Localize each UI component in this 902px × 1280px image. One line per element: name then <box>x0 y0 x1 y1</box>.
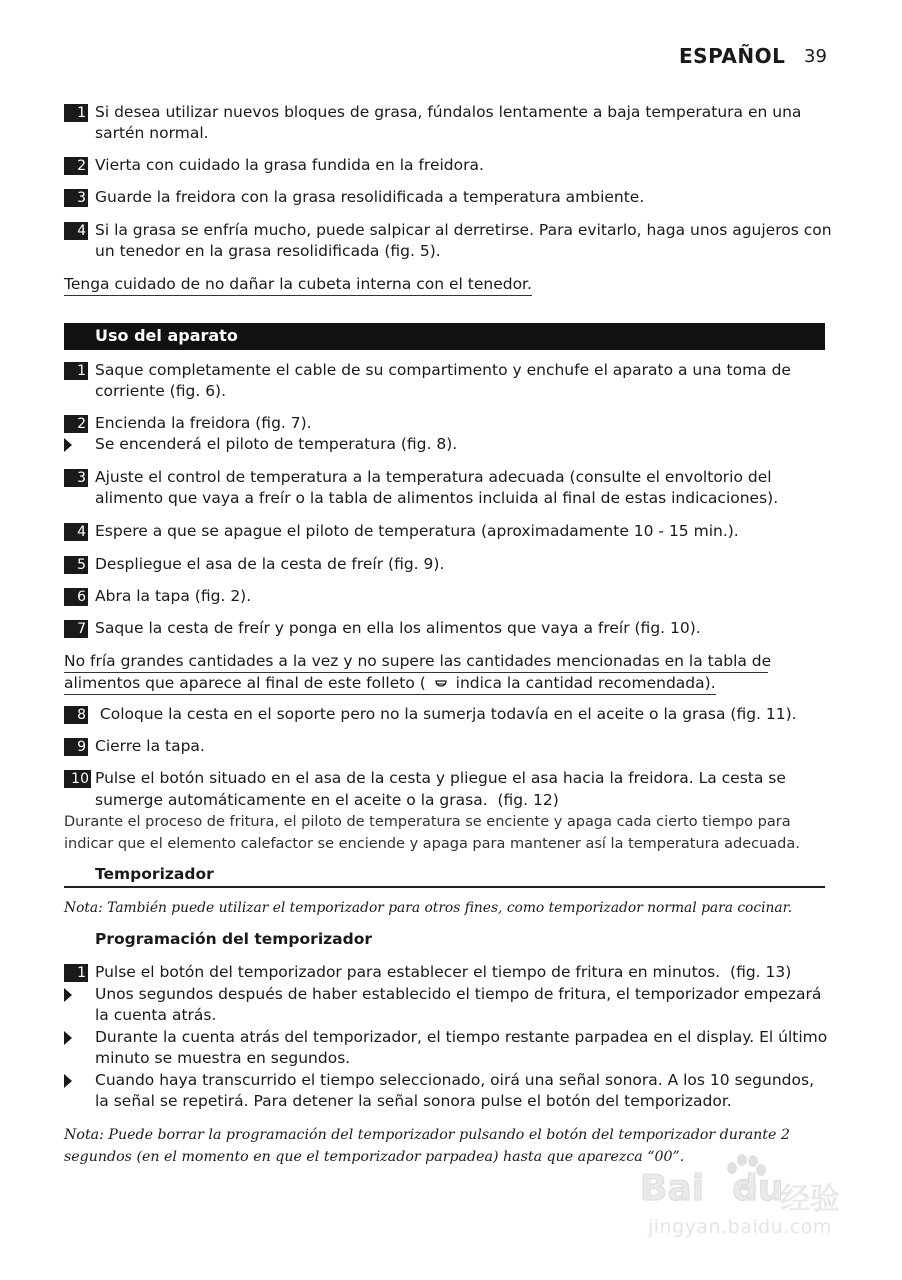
step-number: 7 <box>64 620 88 638</box>
step-text: Despliegue el asa de la cesta de freír (fig. 9). <box>95 555 445 573</box>
step-text: alimento que vaya a freír o la tabla de alimentos incluida al final de estas indicaciones). <box>95 489 779 507</box>
timer-title: Temporizador <box>95 865 214 883</box>
step-number: 1 <box>64 964 88 982</box>
step-number: 1 <box>64 362 88 380</box>
step-number: 10 <box>64 770 91 788</box>
step-number: 1 <box>64 104 88 122</box>
step-number: 3 <box>64 189 88 207</box>
step-text: Pulse el botón del temporizador para establecer el tiempo de fritura en minutos. (fig. 13) <box>95 963 792 981</box>
step-number: 4 <box>64 222 88 240</box>
bullet-text: la cuenta atrás. <box>95 1006 217 1024</box>
watermark-brand2: du <box>732 1168 784 1209</box>
page-number: 39 <box>804 46 827 67</box>
final-note: Nota: Puede borrar la programación del temporizador pulsando el botón del temporizador durante 2 <box>64 1127 790 1143</box>
step-number: 9 <box>64 738 88 756</box>
result-bullet-icon <box>64 988 72 1002</box>
bullet-text: Durante la cuenta atrás del temporizador, el tiempo restante parpadea en el display. El último <box>95 1028 828 1046</box>
step-text: Vierta con cuidado la grasa fundida en la freidora. <box>95 156 484 174</box>
step-text: sartén normal. <box>95 124 209 142</box>
step-number: 8 <box>64 706 88 724</box>
step-text: Si la grasa se enfría mucho, puede salpicar al derretirse. Para evitarlo, haga unos agujeros con <box>95 221 832 239</box>
result-bullet-icon <box>64 438 72 452</box>
step-text: sumerge automáticamente en el aceite o la grasa. (fig. 12) <box>95 791 559 809</box>
bullet-text: Cuando haya transcurrido el tiempo seleccionado, oirá una señal sonora. A los 10 segundos, <box>95 1071 814 1089</box>
step-result-text: Se encenderá el piloto de temperatura (fig. 8). <box>95 435 458 453</box>
step-number: 2 <box>64 415 88 433</box>
step-number: 2 <box>64 157 88 175</box>
recommended-quantity-icon <box>434 676 448 690</box>
watermark <box>640 1150 860 1250</box>
step-text: Guarde la freidora con la grasa resolidificada a temperatura ambiente. <box>95 188 645 206</box>
step-text: Pulse el botón situado en el asa de la cesta y pliegue el asa hacia la freidora. La cesta se <box>95 769 786 787</box>
step-number: 6 <box>64 588 88 606</box>
step-text: Abra la tapa (fig. 2). <box>95 587 252 605</box>
caution-text: alimentos que aparece al final de este folleto ( <box>64 674 426 692</box>
step-number: 4 <box>64 523 88 541</box>
timer-divider <box>64 886 825 888</box>
bullet-text: minuto se muestra en segundos. <box>95 1049 351 1067</box>
bullet-text: Unos segundos después de haber establecido el tiempo de fritura, el temporizador empezará <box>95 985 822 1003</box>
caution-text: indica la cantidad recomendada). <box>455 674 716 692</box>
result-bullet-icon <box>64 1031 72 1045</box>
step-text: corriente (fig. 6). <box>95 382 227 400</box>
step-number: 5 <box>64 556 88 574</box>
step-text: Espere a que se apague el piloto de temperatura (aproximadamente 10 - 15 min.). <box>95 522 739 540</box>
frying-note: indicar que el elemento calefactor se enciende y apaga para mantener así la temperatura adecuada. <box>64 836 800 852</box>
watermark-url: jingyan.baidu.com <box>648 1216 832 1238</box>
frying-note: Durante el proceso de fritura, el piloto de temperatura se enciente y apaga cada cierto tiempo para <box>64 814 791 830</box>
section-title: Uso del aparato <box>95 326 238 345</box>
bullet-text: la señal se repetirá. Para detener la señal sonora pulse el botón del temporizador. <box>95 1092 732 1110</box>
timer-subtitle: Programación del temporizador <box>95 930 373 948</box>
step-text: un tenedor en la grasa resolidificada (fig. 5). <box>95 242 441 260</box>
watermark-logo <box>640 1168 783 1209</box>
result-bullet-icon <box>64 1074 72 1088</box>
step-text: Ajuste el control de temperatura a la temperatura adecuada (consulte el envoltorio del <box>95 468 772 486</box>
step-text: Encienda la freidora (fig. 7). <box>95 414 312 432</box>
watermark-brand: Bai <box>640 1168 705 1209</box>
final-note: segundos (en el momento en que el temporizador parpadea) hasta que aparezca “00”. <box>64 1149 685 1165</box>
step-text: Cierre la tapa. <box>95 737 205 755</box>
caution-note-line: No fría grandes cantidades a la vez y no supere las cantidades mencionadas en la tabla de <box>64 651 768 673</box>
caution-note-line <box>64 673 716 695</box>
watermark-cn: 经验 <box>780 1182 840 1217</box>
page-language: ESPAÑOL <box>679 44 786 68</box>
section-header <box>64 323 825 350</box>
step-text: Saque la cesta de freír y ponga en ella los alimentos que vaya a freír (fig. 10). <box>95 619 701 637</box>
caution-note: Tenga cuidado de no dañar la cubeta interna con el tenedor. <box>64 274 532 296</box>
step-text: Coloque la cesta en el soporte pero no la sumerja todavía en el aceite o la grasa (fig. 11). <box>95 705 797 723</box>
step-text: Si desea utilizar nuevos bloques de grasa, fúndalos lentamente a baja temperatura en una <box>95 103 802 121</box>
step-text: Saque completamente el cable de su compartimento y enchufe el aparato a una toma de <box>95 361 791 379</box>
step-number: 3 <box>64 469 88 487</box>
timer-note: Nota: También puede utilizar el temporizador para otros fines, como temporizador normal para cocinar. <box>64 900 793 916</box>
